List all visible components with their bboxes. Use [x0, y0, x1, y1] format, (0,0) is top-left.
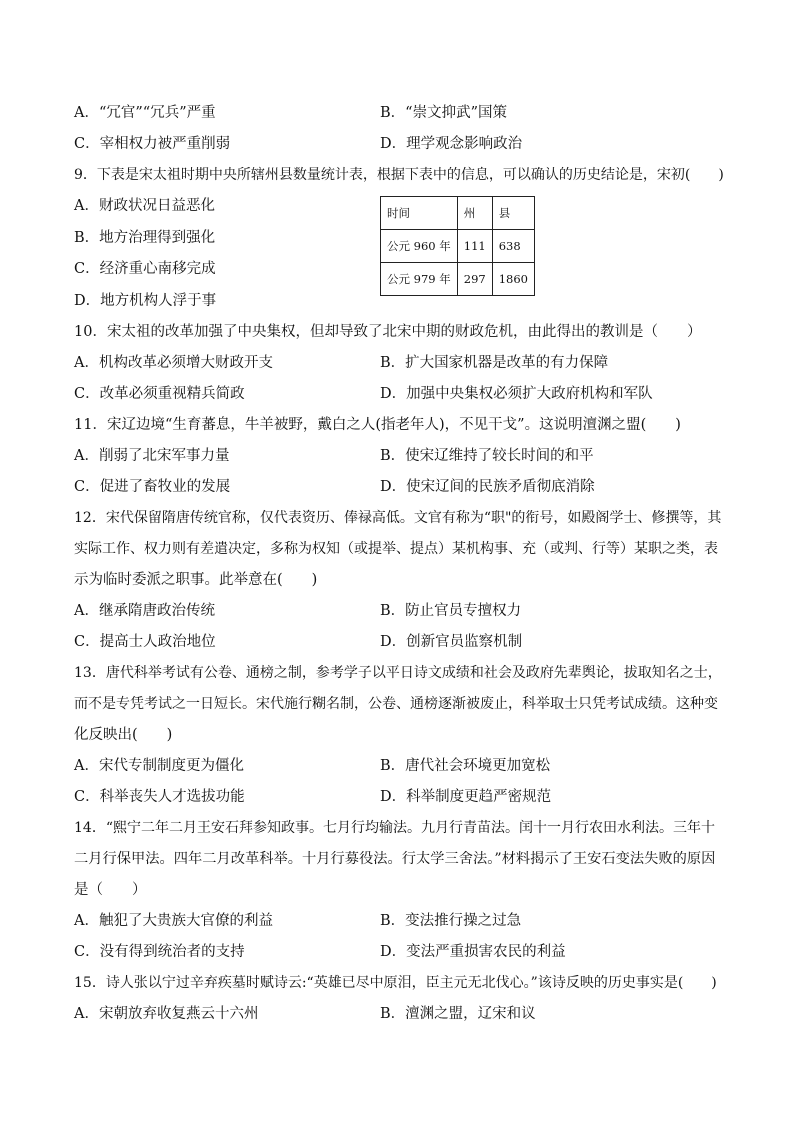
q9-option-a: A．财政状况日益恶化 — [74, 198, 215, 214]
table-cell: 638 — [492, 230, 534, 263]
table-header-cell: 时间 — [381, 197, 458, 230]
q9-option-d: D．地方机构人浮于事 — [74, 293, 217, 309]
q15-option-a: A．宋朝放弃收复燕云十六州 — [74, 1006, 259, 1022]
q14-stem-line: 二月行保甲法。四年二月改革科举。十月行募役法。行太学三舍法。”材料揭示了王安石变法失败的原因 — [74, 851, 716, 867]
q8-option-b: B．“崇文抑武”国策 — [380, 105, 507, 121]
table-cell: 公元 979 年 — [381, 263, 458, 296]
q12-option-a: A．继承隋唐政治传统 — [74, 603, 215, 619]
q12-option-d: D．创新官员监察机制 — [380, 634, 523, 650]
q10-option-a: A．机构改革必须增大财政开支 — [74, 355, 273, 371]
q10-option-b: B．扩大国家机器是改革的有力保障 — [380, 355, 609, 371]
q12-stem-line: 示为临时委派之职事。此举意在( ) — [74, 572, 318, 588]
q12-option-c: C．提高士人政治地位 — [74, 634, 216, 650]
q9-option-c: C．经济重心南移完成 — [74, 261, 216, 277]
table-cell: 公元 960 年 — [381, 230, 458, 263]
q15-option-b: B．澶渊之盟，辽宋和议 — [380, 1006, 536, 1022]
q8-option-a: A．“冗官”“冗兵”严重 — [74, 105, 216, 121]
county-statistics-table — [380, 196, 535, 296]
table-header-row — [381, 197, 535, 230]
q13-option-c: C．科举丧失人才选拔功能 — [74, 789, 245, 805]
q11-option-b: B．使宋辽维持了较长时间的和平 — [380, 448, 594, 464]
q12-stem-line: 实际工作、权力则有差遣决定，多称为权知（或提举、提点）某机构事、充（或判、行等）某职之类，表 — [74, 541, 718, 557]
q14-option-d: D．变法严重损害农民的利益 — [380, 944, 566, 960]
q9-stem: 9．下表是宋太祖时期中央所辖州县数量统计表，根据下表中的信息，可以确认的历史结论是，宋初( ) — [74, 167, 724, 183]
q10-option-c: C．改革必须重视精兵简政 — [74, 386, 245, 402]
q10-option-d: D．加强中央集权必须扩大政府机构和军队 — [380, 386, 653, 402]
q13-option-d: D．科举制度更趋严密规范 — [380, 789, 552, 805]
q13-option-a: A．宋代专制制度更为僵化 — [74, 758, 244, 774]
q14-option-b: B．变法推行操之过急 — [380, 913, 522, 929]
q13-stem-line: 化反映出( ) — [74, 727, 173, 743]
q12-stem-line: 12．宋代保留隋唐传统官称，仅代表资历、俸禄高低。文官有称为“职"的衔号，如殿阁学士、修撰等，其 — [74, 510, 722, 526]
q13-option-b: B．唐代社会环境更加宽松 — [380, 758, 551, 774]
table-header-cell: 州 — [457, 197, 492, 230]
table-row — [381, 263, 535, 296]
q13-stem-line: 而不是专凭考试之一日短长。宋代施行糊名制，公卷、通榜逐渐被废止，科举取士只凭考试成绩。这种变 — [74, 696, 718, 712]
table-cell: 1860 — [492, 263, 534, 296]
q11-stem: 11．宋辽边境“生育蕃息，牛羊被野，戴白之人(指老年人)，不见干戈”。这说明澶渊之盟( ) — [74, 417, 681, 433]
q11-option-a: A．削弱了北宋军事力量 — [74, 448, 230, 464]
q8-option-c: C．宰相权力被严重削弱 — [74, 136, 231, 152]
q12-option-b: B．防止官员专擅权力 — [380, 603, 522, 619]
q10-stem: 10．宋太祖的改革加强了中央集权，但却导致了北宋中期的财政危机，由此得出的教训是（ ） — [74, 324, 702, 340]
q13-stem-line: 13．唐代科举考试有公卷、通榜之制，参考学子以平日诗文成绩和社会及政府先辈舆论，拔取知名之士， — [74, 665, 722, 681]
table-cell: 111 — [457, 230, 492, 263]
q15-stem: 15．诗人张以宁过辛弃疾墓时赋诗云:“英雄已尽中原泪，臣主元无北伐心。”该诗反映的历史事实是( ) — [74, 975, 717, 991]
q9-option-b: B．地方治理得到强化 — [74, 230, 216, 246]
q11-option-d: D．使宋辽间的民族矛盾彻底消除 — [380, 479, 595, 495]
q14-option-c: C．没有得到统治者的支持 — [74, 944, 245, 960]
q14-stem-line: 14．“熙宁二年二月王安石拜参知政事。七月行均输法。九月行青苗法。闰十一月行农田水利法。三年十 — [74, 820, 715, 836]
table-row — [381, 230, 535, 263]
q11-option-c: C．促进了畜牧业的发展 — [74, 479, 231, 495]
table-cell: 297 — [457, 263, 492, 296]
q14-option-a: A．触犯了大贵族大官僚的利益 — [74, 913, 273, 929]
q8-option-d: D．理学观念影响政治 — [380, 136, 523, 152]
table-header-cell: 县 — [492, 197, 534, 230]
q14-stem-line: 是（ ） — [74, 882, 147, 898]
